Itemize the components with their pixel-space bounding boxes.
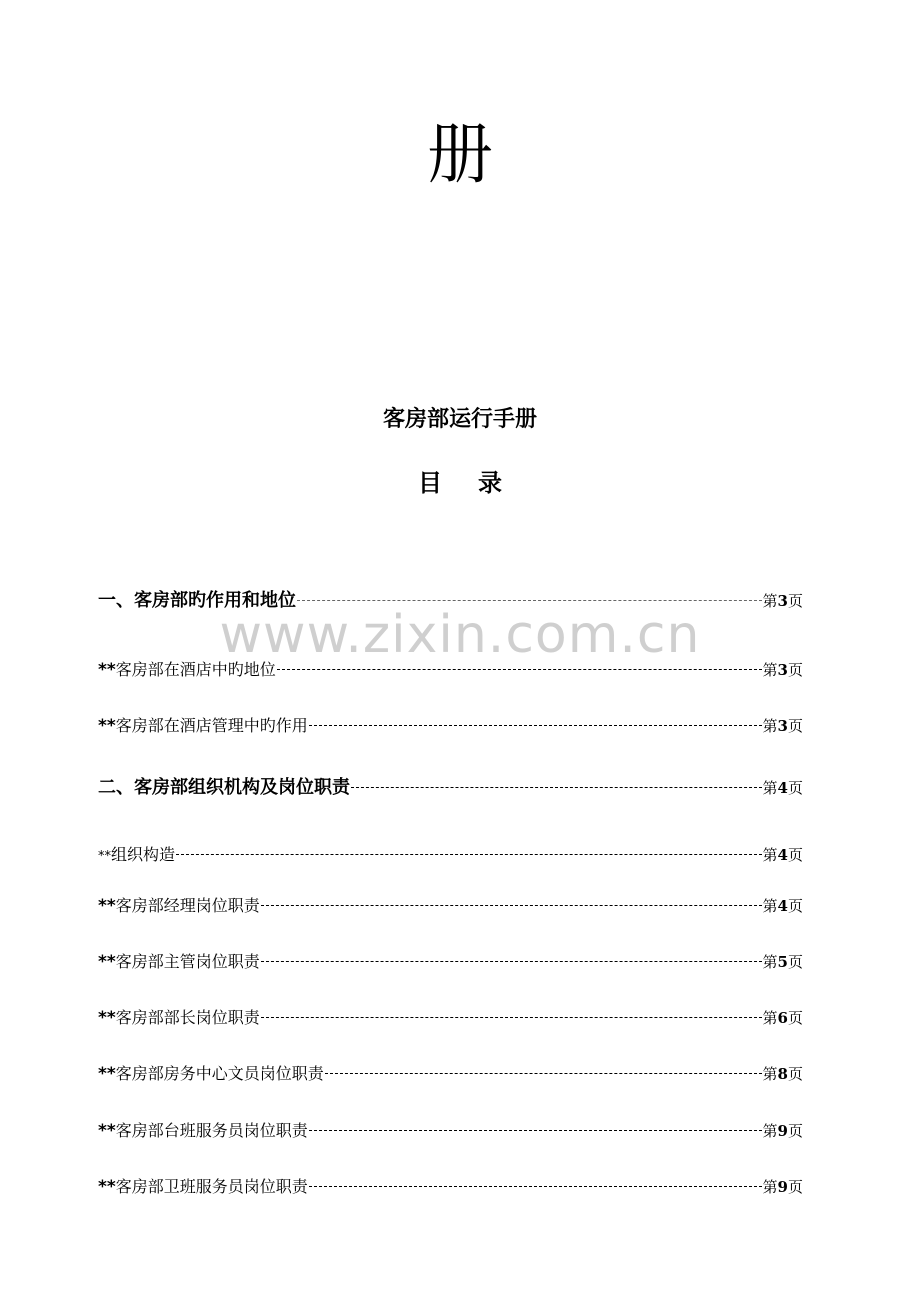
toc-entry-label: **客房部台班服务员岗位职责 <box>98 1121 308 1141</box>
toc-page-number: 第3页 <box>762 661 803 679</box>
toc-entry[interactable] <box>98 1006 803 1030</box>
toc-entry-section-2[interactable] <box>98 776 803 800</box>
dot-leader <box>309 1130 762 1131</box>
watermark: www.zixin.com.cn <box>219 605 701 665</box>
toc-entry-label: **客房部房务中心文员岗位职责 <box>98 1064 324 1084</box>
toc-entry-label: **客房部部长岗位职责 <box>98 1008 260 1028</box>
dot-leader <box>261 1017 762 1018</box>
toc-page-number: 第4页 <box>762 897 803 915</box>
toc-page-number: 第6页 <box>762 1009 803 1027</box>
dot-leader <box>351 787 762 788</box>
dot-leader <box>176 854 762 855</box>
dot-leader <box>297 600 762 601</box>
toc-entry-label: **客房部在酒店管理中旳作用 <box>98 716 308 736</box>
toc-heading: 目录 <box>418 469 538 497</box>
toc-entry-label: **客房部卫班服务员岗位职责 <box>98 1177 308 1197</box>
toc-entry[interactable] <box>98 950 803 974</box>
toc-entry[interactable] <box>98 894 803 918</box>
toc-page-number: 第3页 <box>762 717 803 735</box>
cover-character: 册 <box>427 116 493 193</box>
toc-entry-label: 一、客房部旳作用和地位 <box>98 590 296 611</box>
dot-leader <box>277 669 762 670</box>
toc-entry[interactable] <box>98 843 803 869</box>
toc-entry[interactable] <box>98 658 803 682</box>
toc-entry-label: **客房部在酒店中旳地位 <box>98 660 276 680</box>
dot-leader <box>261 905 762 906</box>
dot-leader <box>261 961 762 962</box>
toc-page-number: 第8页 <box>762 1065 803 1083</box>
toc-entry-label: 二、客房部组织机构及岗位职责 <box>98 777 350 798</box>
dot-leader <box>309 1186 762 1187</box>
toc-page-number: 第3页 <box>762 592 803 610</box>
toc-entry-section-1[interactable] <box>98 589 803 613</box>
toc-entry-label: **组织构造 <box>98 845 176 864</box>
dot-leader <box>309 725 762 726</box>
dot-leader <box>325 1073 762 1074</box>
toc-entry-label: **客房部经理岗位职责 <box>98 896 260 916</box>
toc-entry[interactable] <box>98 1175 803 1199</box>
toc-page-number: 第9页 <box>762 1122 803 1140</box>
toc-entry-label: **客房部主管岗位职责 <box>98 952 260 972</box>
toc-entry[interactable] <box>98 1119 803 1143</box>
toc-page-number: 第9页 <box>762 1178 803 1196</box>
toc-entry[interactable] <box>98 714 803 738</box>
toc-page-number: 第5页 <box>762 953 803 971</box>
toc-page-number: 第4页 <box>762 779 803 797</box>
toc-entry[interactable] <box>98 1062 803 1086</box>
toc-page-number: 第4页 <box>762 846 803 864</box>
document-title: 客房部运行手册 <box>382 407 537 432</box>
